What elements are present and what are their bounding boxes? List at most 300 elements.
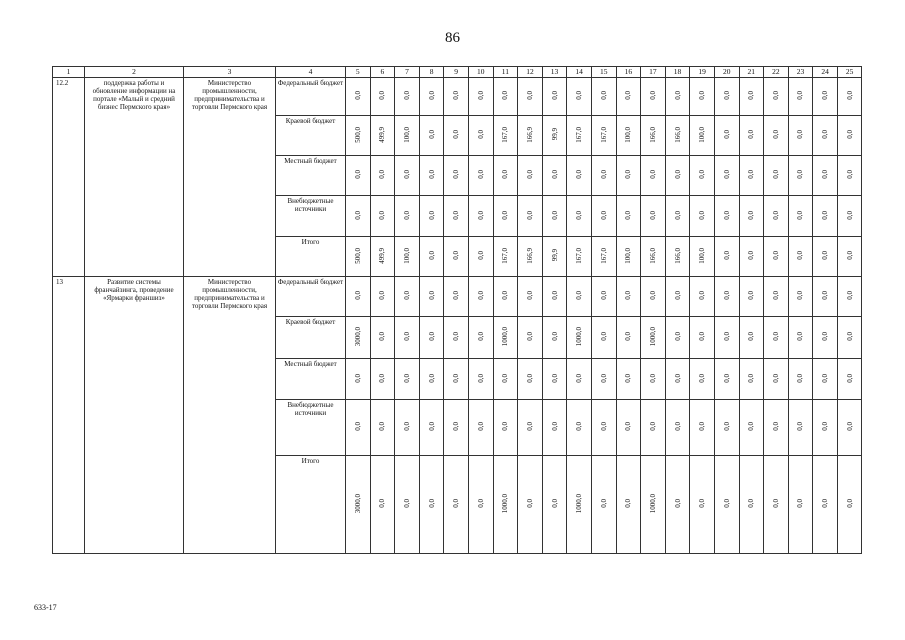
- value-text: 0,0: [452, 130, 461, 139]
- value-text: 167,0: [599, 126, 608, 143]
- value-cell: [346, 277, 371, 317]
- value-cell: [764, 317, 789, 359]
- value-text: 0,0: [821, 291, 830, 300]
- value-text: 1000,0: [575, 326, 584, 347]
- value-text: 0,0: [722, 251, 731, 260]
- value-text: 0,0: [476, 91, 485, 100]
- value-text: 0,0: [476, 251, 485, 260]
- value-text: 0,0: [427, 170, 436, 179]
- header-cell: 11: [493, 67, 518, 78]
- value-text: 0,0: [599, 291, 608, 300]
- value-text: 0,0: [599, 91, 608, 100]
- value-cell: [591, 196, 616, 237]
- value-cell: [444, 359, 469, 400]
- value-text: 0,0: [698, 170, 707, 179]
- value-text: 0,0: [550, 373, 559, 383]
- value-text: 100,0: [402, 126, 411, 143]
- value-cell: [346, 456, 371, 554]
- value-cell: [690, 400, 715, 456]
- value-text: 167,0: [501, 247, 510, 264]
- value-cell: [346, 156, 371, 196]
- value-cell: [493, 156, 518, 196]
- value-text: 0,0: [722, 210, 731, 220]
- header-cell: 4: [276, 67, 346, 78]
- value-text: 500,0: [353, 126, 362, 143]
- value-text: 0,0: [550, 170, 559, 179]
- value-text: 0,0: [821, 499, 830, 508]
- value-text: 0,0: [599, 170, 608, 179]
- value-cell: [616, 456, 641, 554]
- value-cell: [739, 400, 764, 456]
- value-text: 0,0: [845, 130, 854, 139]
- value-cell: [837, 277, 862, 317]
- value-cell: [739, 317, 764, 359]
- value-cell: [714, 78, 739, 116]
- value-text: 0,0: [575, 210, 584, 220]
- value-cell: [395, 359, 420, 400]
- value-cell: [444, 400, 469, 456]
- value-text: 0,0: [821, 332, 830, 341]
- value-cell: [837, 78, 862, 116]
- header-cell: 12: [518, 67, 543, 78]
- value-text: 0,0: [402, 422, 411, 431]
- value-cell: [837, 237, 862, 277]
- value-text: 0,0: [501, 210, 510, 220]
- value-cell: [346, 116, 371, 156]
- value-text: 0,0: [673, 373, 682, 383]
- value-cell: [370, 196, 395, 237]
- value-cell: [641, 456, 666, 554]
- value-text: 0,0: [624, 373, 633, 383]
- value-cell: [665, 196, 690, 237]
- value-text: 0,0: [599, 210, 608, 220]
- header-cell: 6: [370, 67, 395, 78]
- value-cell: [567, 317, 592, 359]
- value-cell: [370, 237, 395, 277]
- value-cell: [395, 456, 420, 554]
- value-cell: [665, 317, 690, 359]
- value-text: 0,0: [353, 210, 362, 220]
- value-text: 0,0: [771, 130, 780, 139]
- value-text: 0,0: [845, 251, 854, 260]
- value-cell: [641, 277, 666, 317]
- value-cell: [665, 116, 690, 156]
- value-cell: [739, 359, 764, 400]
- table-row: [53, 277, 862, 317]
- value-text: 0,0: [452, 291, 461, 300]
- value-cell: [616, 156, 641, 196]
- value-cell: [690, 237, 715, 277]
- value-cell: [837, 116, 862, 156]
- header-cell: 15: [591, 67, 616, 78]
- value-cell: [591, 277, 616, 317]
- value-text: 0,0: [378, 170, 387, 179]
- value-cell: [739, 456, 764, 554]
- value-cell: [493, 277, 518, 317]
- value-text: 0,0: [550, 291, 559, 300]
- value-cell: [641, 237, 666, 277]
- value-cell: [395, 400, 420, 456]
- value-cell: [567, 116, 592, 156]
- value-cell: [346, 78, 371, 116]
- value-text: 0,0: [796, 373, 805, 383]
- value-cell: [493, 317, 518, 359]
- item-name: Развитие системы франчайзинга, проведение «Ярмарки франшиз»: [85, 277, 184, 554]
- value-cell: [567, 400, 592, 456]
- value-cell: [690, 317, 715, 359]
- page-number: 86: [445, 30, 460, 46]
- value-cell: [370, 400, 395, 456]
- value-text: 166,0: [673, 126, 682, 143]
- item-number: 13: [53, 277, 85, 554]
- value-cell: [813, 277, 838, 317]
- value-cell: [542, 359, 567, 400]
- value-text: 0,0: [550, 422, 559, 431]
- value-text: 0,0: [452, 251, 461, 260]
- value-cell: [788, 196, 813, 237]
- value-text: 0,0: [501, 91, 510, 100]
- value-text: 0,0: [722, 499, 731, 508]
- value-cell: [739, 156, 764, 196]
- value-cell: [764, 400, 789, 456]
- value-text: 0,0: [624, 91, 633, 100]
- value-cell: [518, 277, 543, 317]
- value-text: 0,0: [427, 373, 436, 383]
- value-text: 0,0: [378, 373, 387, 383]
- value-text: 0,0: [673, 332, 682, 341]
- value-cell: [468, 400, 493, 456]
- value-cell: [837, 400, 862, 456]
- value-text: 0,0: [747, 373, 756, 383]
- value-cell: [641, 400, 666, 456]
- value-text: 0,0: [575, 170, 584, 179]
- value-text: 0,0: [673, 170, 682, 179]
- value-cell: [493, 237, 518, 277]
- value-text: 100,0: [624, 247, 633, 264]
- value-cell: [837, 317, 862, 359]
- value-cell: [714, 359, 739, 400]
- value-cell: [690, 277, 715, 317]
- value-cell: [591, 116, 616, 156]
- value-text: 0,0: [624, 499, 633, 508]
- value-text: 0,0: [821, 210, 830, 220]
- header-cell: 18: [665, 67, 690, 78]
- value-cell: [444, 116, 469, 156]
- value-cell: [813, 359, 838, 400]
- value-cell: [641, 196, 666, 237]
- value-cell: [813, 237, 838, 277]
- value-cell: [813, 400, 838, 456]
- value-cell: [370, 116, 395, 156]
- funding-source: Краевой бюджет: [276, 116, 346, 156]
- header-cell: 14: [567, 67, 592, 78]
- value-text: 0,0: [845, 170, 854, 179]
- value-text: 0,0: [698, 210, 707, 220]
- value-text: 0,0: [452, 373, 461, 383]
- funding-source: Итого: [276, 237, 346, 277]
- header-cell: 22: [764, 67, 789, 78]
- value-text: 0,0: [648, 170, 657, 179]
- value-cell: [764, 277, 789, 317]
- funding-source: Местный бюджет: [276, 359, 346, 400]
- value-text: 0,0: [452, 210, 461, 220]
- value-cell: [395, 156, 420, 196]
- value-text: 0,0: [476, 373, 485, 383]
- value-cell: [468, 277, 493, 317]
- value-text: 0,0: [575, 91, 584, 100]
- value-text: 0,0: [821, 170, 830, 179]
- value-cell: [444, 196, 469, 237]
- value-cell: [370, 359, 395, 400]
- value-cell: [444, 456, 469, 554]
- value-cell: [690, 78, 715, 116]
- value-cell: [542, 317, 567, 359]
- value-cell: [370, 317, 395, 359]
- value-cell: [739, 237, 764, 277]
- value-cell: [714, 196, 739, 237]
- value-text: 1000,0: [648, 326, 657, 347]
- value-text: 0,0: [501, 422, 510, 431]
- header-cell: 1: [53, 67, 85, 78]
- value-cell: [813, 156, 838, 196]
- value-text: 0,0: [747, 291, 756, 300]
- value-cell: [764, 196, 789, 237]
- value-cell: [468, 196, 493, 237]
- value-text: 0,0: [771, 499, 780, 508]
- value-cell: [665, 237, 690, 277]
- header-cell: 25: [837, 67, 862, 78]
- value-text: 0,0: [378, 422, 387, 431]
- value-text: 0,0: [452, 499, 461, 508]
- value-text: 0,0: [501, 291, 510, 300]
- value-text: 0,0: [476, 332, 485, 341]
- value-cell: [567, 78, 592, 116]
- value-text: 0,0: [747, 251, 756, 260]
- value-cell: [518, 400, 543, 456]
- value-text: 0,0: [452, 332, 461, 341]
- value-cell: [591, 78, 616, 116]
- value-text: 1000,0: [501, 493, 510, 514]
- value-text: 0,0: [452, 91, 461, 100]
- value-cell: [346, 317, 371, 359]
- value-text: 0,0: [722, 170, 731, 179]
- value-text: 166,0: [673, 247, 682, 264]
- value-text: 0,0: [796, 170, 805, 179]
- value-text: 0,0: [648, 373, 657, 383]
- header-cell: 2: [85, 67, 184, 78]
- value-text: 0,0: [624, 170, 633, 179]
- value-text: 3000,0: [353, 493, 362, 514]
- value-cell: [788, 237, 813, 277]
- value-text: 0,0: [722, 130, 731, 139]
- value-text: 0,0: [476, 422, 485, 431]
- value-cell: [837, 156, 862, 196]
- value-text: 166,9: [525, 247, 534, 264]
- value-text: 0,0: [575, 291, 584, 300]
- value-text: 0,0: [501, 373, 510, 383]
- value-cell: [493, 78, 518, 116]
- value-cell: [690, 456, 715, 554]
- value-cell: [518, 78, 543, 116]
- value-cell: [616, 116, 641, 156]
- value-text: 0,0: [747, 499, 756, 508]
- value-cell: [567, 156, 592, 196]
- value-cell: [788, 359, 813, 400]
- value-cell: [468, 116, 493, 156]
- value-cell: [493, 196, 518, 237]
- value-cell: [714, 116, 739, 156]
- value-cell: [468, 456, 493, 554]
- value-text: 0,0: [747, 91, 756, 100]
- item-number: 12.2: [53, 78, 85, 277]
- value-text: 1000,0: [648, 493, 657, 514]
- value-cell: [764, 359, 789, 400]
- value-cell: [591, 400, 616, 456]
- value-cell: [739, 196, 764, 237]
- value-cell: [346, 196, 371, 237]
- value-cell: [419, 456, 444, 554]
- value-cell: [788, 78, 813, 116]
- value-text: 0,0: [476, 210, 485, 220]
- value-text: 0,0: [698, 499, 707, 508]
- value-cell: [616, 237, 641, 277]
- value-text: 0,0: [771, 291, 780, 300]
- value-text: 0,0: [796, 130, 805, 139]
- value-text: 0,0: [673, 91, 682, 100]
- value-cell: [542, 78, 567, 116]
- value-cell: [518, 156, 543, 196]
- value-text: 0,0: [378, 332, 387, 341]
- value-text: 0,0: [525, 91, 534, 100]
- value-cell: [690, 156, 715, 196]
- value-cell: [444, 317, 469, 359]
- value-text: 0,0: [427, 130, 436, 139]
- value-cell: [419, 116, 444, 156]
- value-text: 0,0: [575, 373, 584, 383]
- value-text: 0,0: [673, 499, 682, 508]
- value-cell: [690, 116, 715, 156]
- value-cell: [419, 317, 444, 359]
- value-text: 0,0: [353, 422, 362, 431]
- value-text: 0,0: [845, 499, 854, 508]
- value-cell: [813, 116, 838, 156]
- value-cell: [591, 359, 616, 400]
- value-cell: [764, 237, 789, 277]
- value-cell: [542, 196, 567, 237]
- funding-source: Внебюджетные источники: [276, 196, 346, 237]
- responsible-executor: Министерство промышленности, предпринимательства и торговли Пермского края: [184, 78, 276, 277]
- value-cell: [641, 317, 666, 359]
- value-cell: [346, 237, 371, 277]
- value-text: 0,0: [476, 499, 485, 508]
- value-text: 167,0: [575, 247, 584, 264]
- value-cell: [788, 400, 813, 456]
- value-cell: [493, 116, 518, 156]
- value-text: 0,0: [845, 422, 854, 431]
- value-text: 0,0: [402, 170, 411, 179]
- value-text: 100,0: [698, 126, 707, 143]
- value-cell: [714, 400, 739, 456]
- value-cell: [714, 456, 739, 554]
- value-cell: [468, 78, 493, 116]
- value-text: 0,0: [796, 422, 805, 431]
- value-cell: [419, 156, 444, 196]
- value-text: 166,9: [525, 126, 534, 143]
- value-cell: [419, 400, 444, 456]
- value-cell: [837, 359, 862, 400]
- value-cell: [714, 237, 739, 277]
- value-text: 0,0: [402, 499, 411, 508]
- value-cell: [665, 78, 690, 116]
- value-cell: [788, 456, 813, 554]
- value-cell: [739, 78, 764, 116]
- value-cell: [444, 156, 469, 196]
- value-text: 0,0: [452, 422, 461, 431]
- value-text: 0,0: [378, 210, 387, 220]
- value-text: 0,0: [599, 422, 608, 431]
- value-text: 0,0: [599, 373, 608, 383]
- value-text: 0,0: [427, 210, 436, 220]
- value-text: 99,9: [550, 128, 559, 141]
- value-text: 0,0: [698, 332, 707, 341]
- value-text: 0,0: [353, 91, 362, 100]
- funding-source: Итого: [276, 456, 346, 554]
- value-cell: [518, 317, 543, 359]
- value-cell: [542, 237, 567, 277]
- value-cell: [567, 196, 592, 237]
- value-text: 167,0: [599, 247, 608, 264]
- value-text: 0,0: [427, 422, 436, 431]
- value-text: 0,0: [624, 291, 633, 300]
- value-cell: [641, 116, 666, 156]
- value-text: 0,0: [845, 91, 854, 100]
- value-cell: [591, 317, 616, 359]
- value-cell: [616, 78, 641, 116]
- value-cell: [370, 456, 395, 554]
- value-cell: [591, 456, 616, 554]
- value-text: 0,0: [525, 210, 534, 220]
- value-cell: [542, 116, 567, 156]
- funding-source: Федеральный бюджет: [276, 78, 346, 116]
- value-text: 0,0: [378, 91, 387, 100]
- value-text: 0,0: [771, 373, 780, 383]
- value-text: 0,0: [821, 373, 830, 383]
- value-text: 0,0: [722, 422, 731, 431]
- value-cell: [690, 359, 715, 400]
- value-cell: [419, 359, 444, 400]
- value-text: 500,0: [353, 247, 362, 264]
- value-cell: [813, 78, 838, 116]
- value-text: 0,0: [648, 422, 657, 431]
- value-cell: [813, 196, 838, 237]
- value-text: 0,0: [747, 130, 756, 139]
- value-text: 0,0: [525, 291, 534, 300]
- value-cell: [444, 237, 469, 277]
- value-text: 0,0: [427, 332, 436, 341]
- value-text: 0,0: [402, 291, 411, 300]
- value-text: 0,0: [771, 170, 780, 179]
- value-cell: [616, 277, 641, 317]
- value-text: 0,0: [427, 91, 436, 100]
- value-cell: [764, 456, 789, 554]
- value-text: 0,0: [747, 422, 756, 431]
- value-text: 0,0: [821, 130, 830, 139]
- value-text: 99,9: [550, 249, 559, 262]
- value-text: 167,0: [501, 126, 510, 143]
- value-text: 0,0: [771, 91, 780, 100]
- value-cell: [542, 277, 567, 317]
- value-cell: [468, 237, 493, 277]
